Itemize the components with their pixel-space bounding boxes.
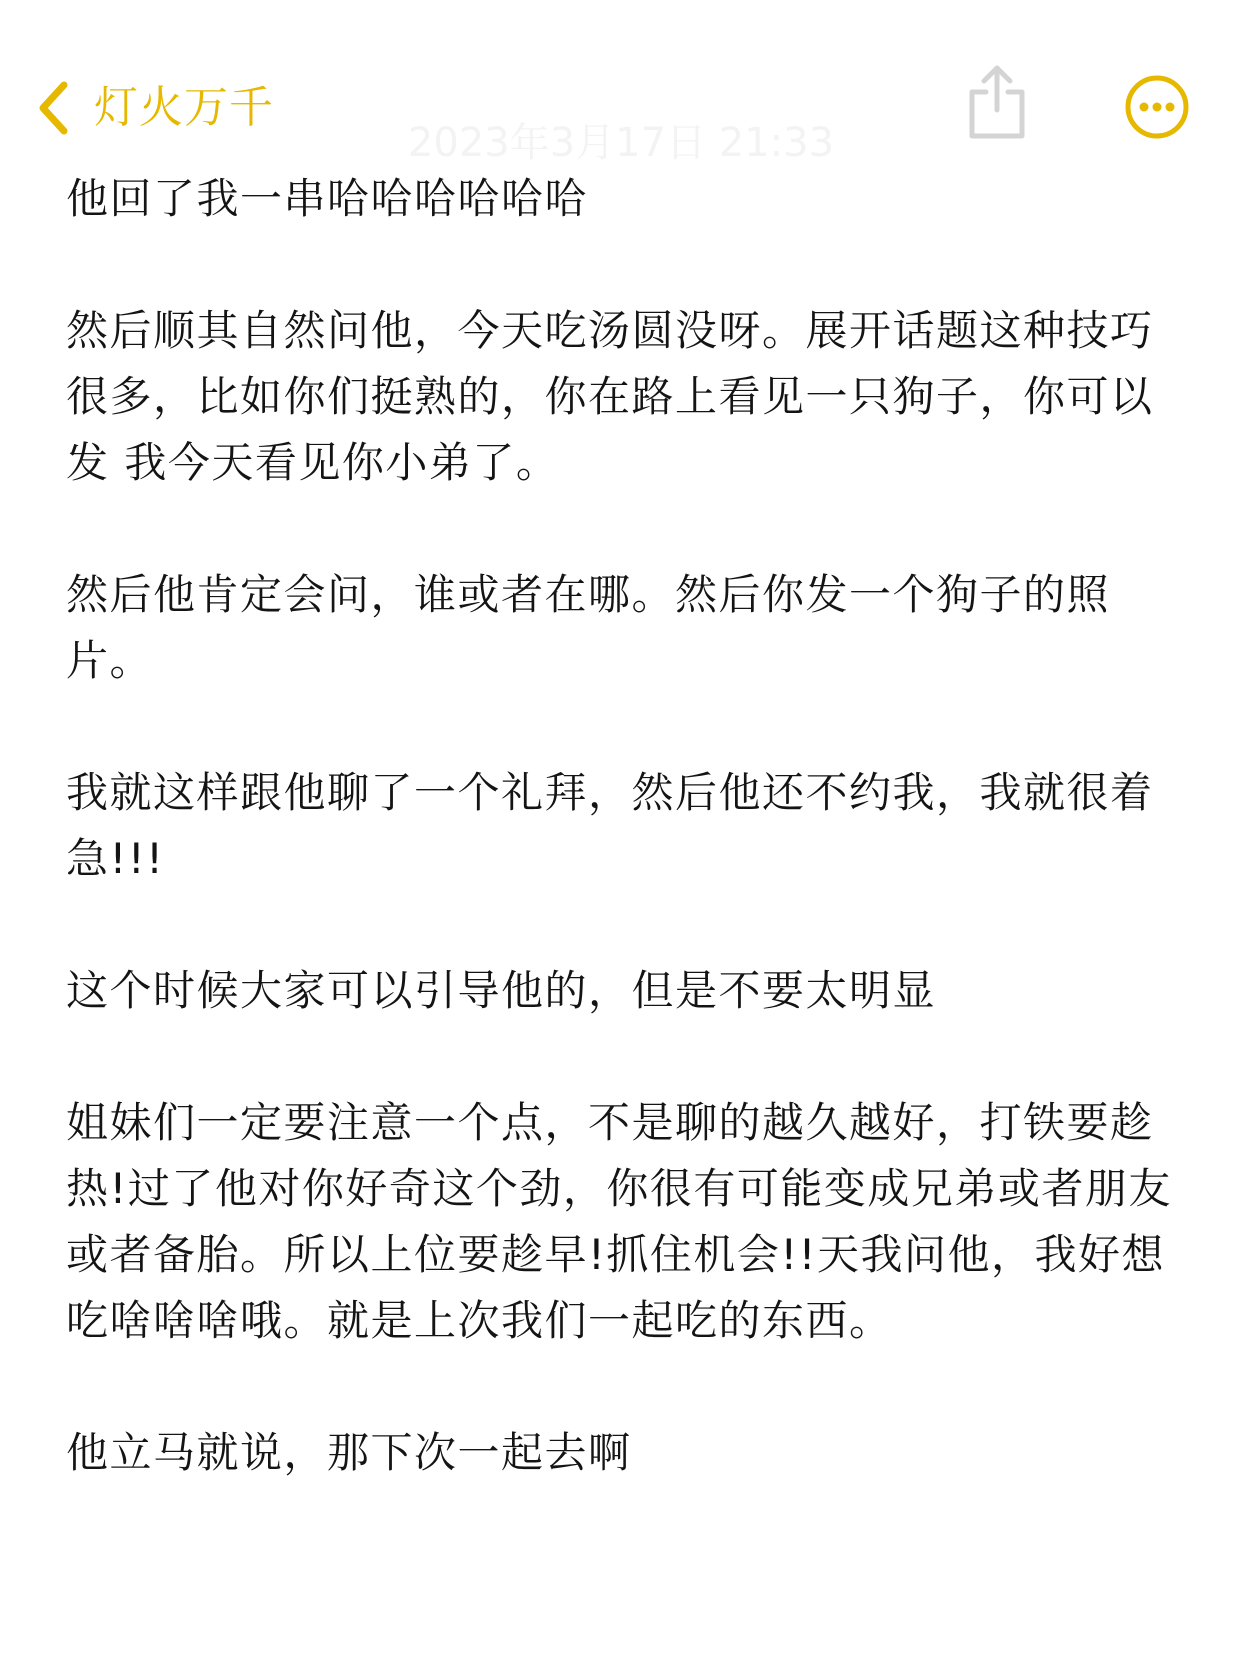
note-paragraph: 姐妹们一定要注意一个点，不是聊的越久越好，打铁要趁热!过了他对你好奇这个劲，你很有可能变成兄弟或者朋友或者备胎。所以上位要趁早!抓住机会!!天我问他，我好想吃啥啥啥哦。就是上次我们一起吃的东西。 [66,1098,1172,1345]
note-paragraph: 这个时候大家可以引导他的，但是不要太明显 [66,966,937,1015]
note-paragraph: 我就这样跟他聊了一个礼拜，然后他还不约我，我就很着急!!! [66,768,1154,883]
more-ellipsis-icon [1124,125,1190,144]
paragraph-spacer [66,694,1196,760]
share-button[interactable] [962,62,1032,142]
paragraph-spacer [66,1024,1196,1090]
back-label: 灯火万千 [94,82,274,133]
paragraph-spacer [66,892,1196,958]
note-timestamp: 2023年3月17日 21:33 [407,120,835,166]
share-icon [962,127,1032,146]
more-button[interactable] [1124,74,1190,140]
note-body[interactable] [66,166,1196,1486]
note-paragraph: 然后顺其自然问他，今天吃汤圆没呀。展开话题这种技巧很多，比如你们挺熟的，你在路上看见一只狗子，你可以发 我今天看见你小弟了。 [66,306,1154,487]
note-paragraph: 然后他肯定会问，谁或者在哪。然后你发一个狗子的照片。 [66,570,1111,685]
nav-bar [0,0,1242,166]
note-paragraph: 他立马就说，那下次一起去啊 [66,1428,632,1477]
paragraph-spacer [66,232,1196,298]
paragraph-spacer [66,496,1196,562]
paragraph-spacer [66,1354,1196,1420]
note-paragraph: 他回了我一串哈哈哈哈哈哈 [66,174,589,223]
